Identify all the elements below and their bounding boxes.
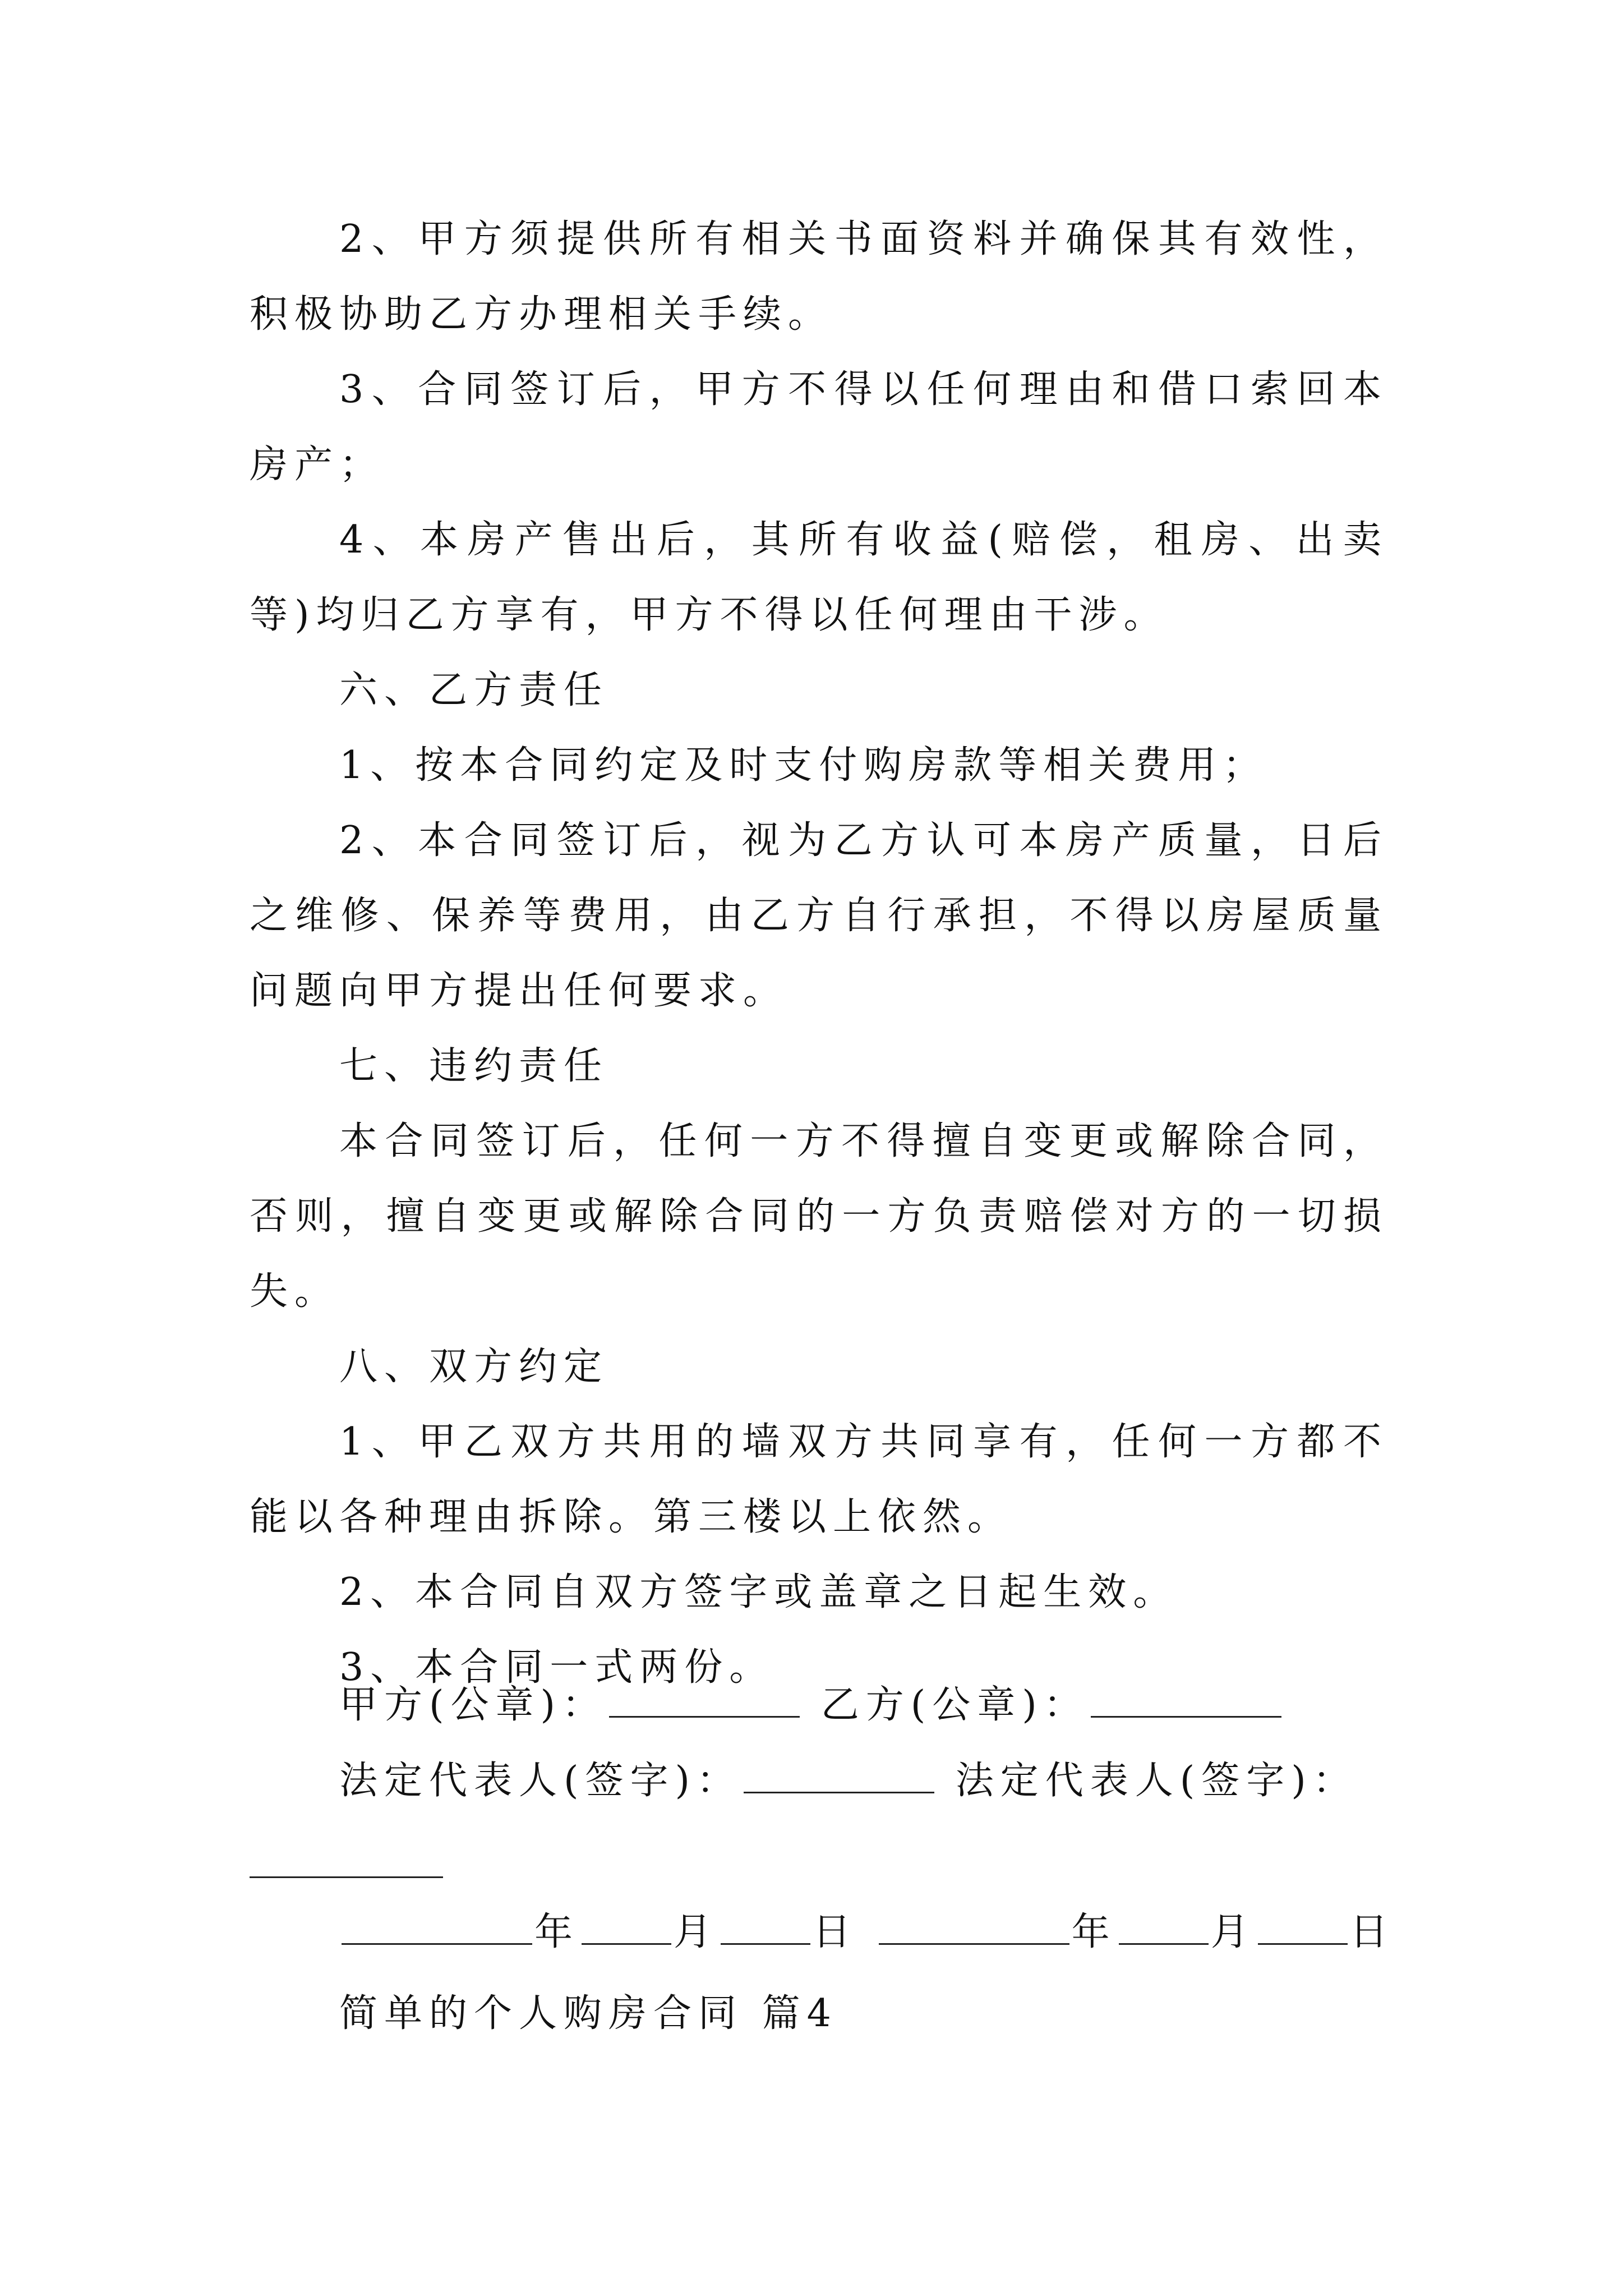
clause-agree-1: 1、甲乙双方共用的墙双方共同享有，任何一方都不能以各种理由拆除。第三楼以上依然。 [250,1420,1388,1539]
clause-agree-2: 2、本合同自双方签字或盖章之日起生效。 [339,1570,1178,1614]
year-b-blank [879,1910,1069,1945]
day-b-label: 日 [1349,1910,1395,1954]
year-a-blank [342,1910,532,1945]
seal-line [339,1674,1284,1729]
clause-a-4: 4、本房产售出后，其所有收益(赔偿，租房、出卖等)均归乙方享有，甲方不得以任何理由干涉。 [250,518,1388,637]
clause-breach: 本合同签订后，任何一方不得擅自变更或解除合同，否则，擅自变更或解除合同的一方负责赔偿对方的一切损失。 [250,1119,1388,1314]
month-b-blank [1119,1910,1209,1945]
section-heading-breach: 七、违约责任 [339,1044,609,1088]
month-a-blank [582,1910,671,1945]
month-a-label: 月 [674,1910,719,1954]
day-b-blank [1258,1910,1348,1945]
next-section-heading: 简单的个人购房合同 篇4 [339,1991,838,2036]
year-b-label: 年 [1071,1910,1117,1954]
clause-b-1: 1、按本合同约定及时支付购房款等相关费用； [339,743,1268,788]
party-b-seal-label: 乙方(公章)： [820,1683,1089,1727]
month-b-label: 月 [1210,1910,1256,1954]
clause-b-2: 2、本合同签订后，视为乙方认可本房产质量，日后之维修、保养等费用，由乙方自行承担，不得以房屋质量问题向甲方提出任何要求。 [250,818,1388,1013]
party-b-seal-blank [1091,1682,1281,1718]
day-a-blank [721,1910,810,1945]
clause-agree-3: 3、本合同一式两份。 [339,1645,774,1690]
legal-rep-a-label: 法定代表人(签字)： [339,1759,742,1803]
party-a-seal-label: 甲方(公章)： [339,1683,607,1727]
legal-rep-b-blank [250,1876,443,1878]
clause-a-3: 3、合同签订后，甲方不得以任何理由和借口索回本房产； [250,367,1388,487]
year-a-label: 年 [534,1910,580,1954]
legal-rep-line [339,1750,1358,1805]
clause-a-2: 2、甲方须提供所有相关书面资料并确保其有效性，积极协助乙方办理相关手续。 [250,217,1388,337]
legal-rep-a-blank [744,1758,934,1793]
section-heading-party-b: 六、乙方责任 [339,668,609,712]
date-line [339,1902,1395,1956]
legal-rep-b-label: 法定代表人(签字)： [955,1759,1358,1803]
day-a-label: 日 [813,1910,858,1954]
section-heading-agreement: 八、双方约定 [339,1345,609,1389]
party-a-seal-blank [609,1682,800,1718]
contract-body [250,202,1388,1705]
